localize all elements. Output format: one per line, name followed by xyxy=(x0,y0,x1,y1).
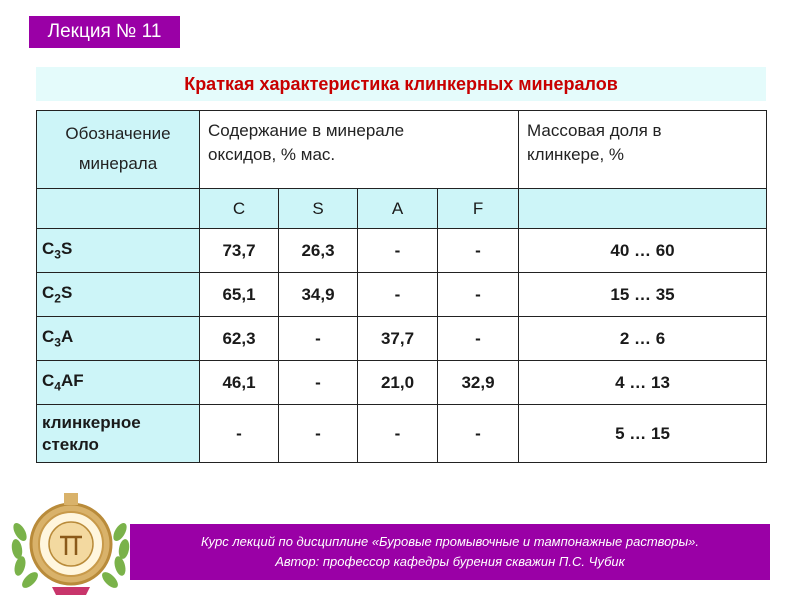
table-row xyxy=(37,229,767,273)
mineral-name xyxy=(37,405,200,463)
subheader-f: F xyxy=(438,189,519,229)
header-col3-line1: Массовая доля в xyxy=(527,121,662,140)
value-f: - xyxy=(438,273,519,317)
header-mineral-designation xyxy=(37,111,200,189)
mineral-name: $C_3S$ xyxy=(37,229,200,273)
value-a: 21,0 xyxy=(358,361,438,405)
university-emblem-icon xyxy=(8,487,134,597)
footer-banner xyxy=(130,524,770,580)
subheader-s: S xyxy=(279,189,358,229)
table-header-row xyxy=(37,111,767,189)
value-mass-fraction: 40 … 60 xyxy=(519,229,767,273)
slide-title: Краткая характеристика клинкерных минералов xyxy=(36,67,766,101)
header-col1-line2: минерала xyxy=(78,154,158,173)
header-col2-line1: Содержание в минерале xyxy=(208,121,405,140)
mineral-name: $C_2S$ xyxy=(37,273,200,317)
mineral-name: $C_3A$ xyxy=(37,317,200,361)
subheader-a: A xyxy=(358,189,438,229)
table-subheader-row xyxy=(37,189,767,229)
value-f: 32,9 xyxy=(438,361,519,405)
value-a: - xyxy=(358,405,438,463)
value-c: 65,1 xyxy=(200,273,279,317)
value-c: - xyxy=(200,405,279,463)
lecture-number-badge: Лекция № 11 xyxy=(29,16,180,48)
value-s: - xyxy=(279,405,358,463)
table-row xyxy=(37,361,767,405)
value-s: - xyxy=(279,361,358,405)
value-a: - xyxy=(358,273,438,317)
value-s: 26,3 xyxy=(279,229,358,273)
value-f: - xyxy=(438,317,519,361)
subheader-c: C xyxy=(200,189,279,229)
value-f: - xyxy=(438,229,519,273)
table-row xyxy=(37,273,767,317)
header-col3-line2: клинкере, % xyxy=(527,145,625,164)
minerals-table xyxy=(36,110,767,463)
value-f: - xyxy=(438,405,519,463)
value-mass-fraction: 4 … 13 xyxy=(519,361,767,405)
table-row xyxy=(37,405,767,463)
glass-name-line1: клинкерное xyxy=(42,412,141,432)
footer-author-line: Автор: профессор кафедры бурения скважин П.С. Чубик xyxy=(275,554,625,569)
footer-course-line: Курс лекций по дисциплине «Буровые промывочные и тампонажные растворы». xyxy=(200,534,700,549)
value-mass-fraction: 15 … 35 xyxy=(519,273,767,317)
value-c: 73,7 xyxy=(200,229,279,273)
value-s: - xyxy=(279,317,358,361)
glass-name-line2: стекло xyxy=(42,434,99,454)
subheader-empty-right xyxy=(519,189,767,229)
header-oxide-content xyxy=(200,111,519,189)
value-mass-fraction: 5 … 15 xyxy=(519,405,767,463)
value-s: 34,9 xyxy=(279,273,358,317)
header-col2-line2: оксидов, % мас. xyxy=(208,145,336,164)
value-mass-fraction: 2 … 6 xyxy=(519,317,767,361)
header-col1-line1: Обозначение xyxy=(65,124,171,143)
header-mass-fraction xyxy=(519,111,767,189)
mineral-name: $C_4AF$ xyxy=(37,361,200,405)
value-c: 62,3 xyxy=(200,317,279,361)
value-c: 46,1 xyxy=(200,361,279,405)
value-a: 37,7 xyxy=(358,317,438,361)
value-a: - xyxy=(358,229,438,273)
subheader-empty-left xyxy=(37,189,200,229)
table-row xyxy=(37,317,767,361)
